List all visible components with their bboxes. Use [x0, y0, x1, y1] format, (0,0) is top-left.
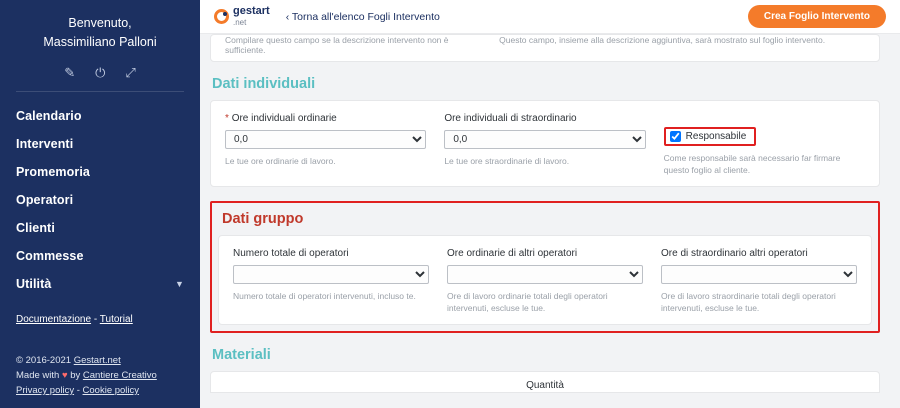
sidebar-item-promemoria[interactable]	[0, 158, 200, 186]
ore-straordinario-altri-operatori-select[interactable]	[661, 265, 857, 284]
clipped-hint-right: Questo campo, insieme alla descrizione aggiuntiva, sarà mostrato sul foglio intervento.	[499, 35, 826, 45]
dati-gruppo-card	[218, 235, 872, 325]
sidebar-nav	[0, 102, 200, 298]
app-logo[interactable]	[214, 6, 270, 28]
responsabile-label: Responsabile	[685, 131, 747, 142]
footer-credits-line	[16, 368, 184, 383]
field-label: Ore di straordinario altri operatori	[661, 248, 808, 259]
sidebar-item-label: Operatori	[16, 193, 74, 207]
power-icon[interactable]: ⏻	[95, 65, 106, 80]
clipped-hints	[211, 35, 879, 61]
sidebar-icon-row	[0, 58, 200, 89]
label-text: Ore individuali ordinarie	[231, 113, 337, 124]
logo-text	[233, 6, 270, 28]
sidebar-item-label: Clienti	[16, 221, 55, 235]
responsabile-hint: Come responsabile sarà necessario far firmare questo foglio al cliente.	[663, 153, 841, 175]
field-ore-individuali-straordinario	[444, 113, 645, 176]
ore-ordinarie-altri-operatori-select[interactable]	[447, 265, 643, 284]
responsabile-checkbox[interactable]	[670, 131, 681, 142]
descrizione-card-clipped	[210, 34, 880, 62]
footer-sep: -	[74, 385, 83, 396]
clipped-hint-row	[211, 35, 879, 55]
privacy-policy-link[interactable]: Privacy policy	[16, 385, 75, 396]
main-area	[200, 0, 900, 408]
materiali-quantita-header: Quantità	[526, 380, 564, 391]
field-ore-ordinarie-altri-operatori	[447, 248, 643, 314]
sidebar-item-clienti[interactable]	[0, 214, 200, 242]
numero-totale-operatori-select[interactable]	[233, 265, 429, 284]
form-content	[200, 34, 900, 408]
logo-domain: .net	[233, 17, 247, 27]
welcome-block	[0, 0, 200, 58]
footer-brand-link[interactable]: Gestart.net	[73, 355, 121, 366]
sidebar-item-label: Promemoria	[16, 165, 90, 179]
field-hint: Ore di lavoro straordinarie totali degli operatori intervenuti, escluse le tue.	[661, 291, 836, 313]
field-hint: Numero totale di operatori intervenuti, incluso te.	[233, 291, 416, 301]
field-hint: Le tue ore straordinarie di lavoro.	[444, 156, 570, 166]
chevron-down-icon: ▼	[174, 279, 184, 289]
clipped-hint-left: Compilare questo campo se la descrizione intervento non è sufficiente.	[225, 35, 449, 55]
section-title-dati-individuali: Dati individuali	[212, 76, 316, 92]
dati-individuali-row	[211, 101, 879, 186]
topbar	[200, 0, 900, 34]
sidebar-footer	[0, 353, 200, 398]
required-mark: *	[225, 113, 229, 124]
field-hint: Ore di lavoro ordinarie totali degli operatori intervenuti, escluse le tue.	[447, 291, 608, 313]
footer-by: by	[67, 370, 83, 381]
sidebar-item-label: Interventi	[16, 137, 74, 151]
docs-separator: -	[93, 314, 98, 325]
footer-copyright-line	[16, 353, 184, 368]
sidebar-item-utilita[interactable]	[0, 270, 200, 298]
sidebar-item-label: Commesse	[16, 249, 84, 263]
expand-icon[interactable]: ⤢	[125, 65, 136, 80]
sidebar-item-label: Calendario	[16, 109, 82, 123]
cookie-policy-link[interactable]: Cookie policy	[82, 385, 140, 396]
ore-individuali-ordinarie-select[interactable]	[225, 130, 426, 149]
sidebar-item-interventi[interactable]	[0, 130, 200, 158]
field-hint: Le tue ore ordinarie di lavoro.	[225, 156, 336, 166]
field-label: Ore individuali di straordinario	[444, 113, 577, 124]
footer-policy-line	[16, 383, 184, 398]
footer-copyright: © 2016-2021	[16, 355, 74, 366]
sidebar-divider	[16, 91, 184, 92]
welcome-username: Massimiliano Palloni	[43, 35, 157, 49]
section-title-materiali: Materiali	[212, 347, 271, 363]
field-label: Ore ordinarie di altri operatori	[447, 248, 578, 259]
field-numero-totale-operatori	[233, 248, 429, 314]
field-label	[225, 113, 426, 124]
field-ore-straordinario-altri-operatori	[661, 248, 857, 314]
heart-icon: ♥	[61, 370, 68, 381]
sidebar-item-operatori[interactable]	[0, 186, 200, 214]
dati-gruppo-highlight	[210, 201, 880, 333]
dati-gruppo-row	[219, 236, 871, 324]
form-inner	[200, 34, 900, 393]
dati-individuali-card	[210, 100, 880, 187]
welcome-greeting: Benvenuto,	[68, 16, 132, 30]
ore-individuali-straordinario-select[interactable]	[444, 130, 645, 149]
sidebar-item-calendario[interactable]	[0, 102, 200, 130]
tutorial-link[interactable]: Tutorial	[99, 314, 133, 325]
field-ore-individuali-ordinarie	[225, 113, 426, 176]
materiali-card	[210, 371, 880, 393]
footer-madewith: Made with	[16, 370, 62, 381]
back-to-list-link[interactable]: ‹ Torna all'elenco Fogli Intervento	[285, 10, 440, 23]
responsabile-checkbox-wrap[interactable]	[664, 127, 757, 146]
section-title-dati-gruppo: Dati gruppo	[222, 211, 304, 227]
sidebar-item-label: Utilità	[16, 277, 52, 291]
sidebar-docs-links	[0, 298, 200, 325]
edit-icon[interactable]: ✎	[64, 65, 76, 80]
sidebar	[0, 0, 200, 408]
sidebar-item-commesse[interactable]	[0, 242, 200, 270]
field-label: Numero totale di operatori	[233, 248, 349, 259]
gestart-logo-icon	[214, 9, 229, 24]
footer-author-link[interactable]: Cantiere Creativo	[82, 370, 157, 381]
create-foglio-intervento-button[interactable]: Crea Foglio Intervento	[748, 5, 886, 28]
logo-name: gestart	[233, 4, 270, 17]
field-responsabile	[664, 113, 865, 176]
documentazione-link[interactable]: Documentazione	[16, 314, 92, 325]
